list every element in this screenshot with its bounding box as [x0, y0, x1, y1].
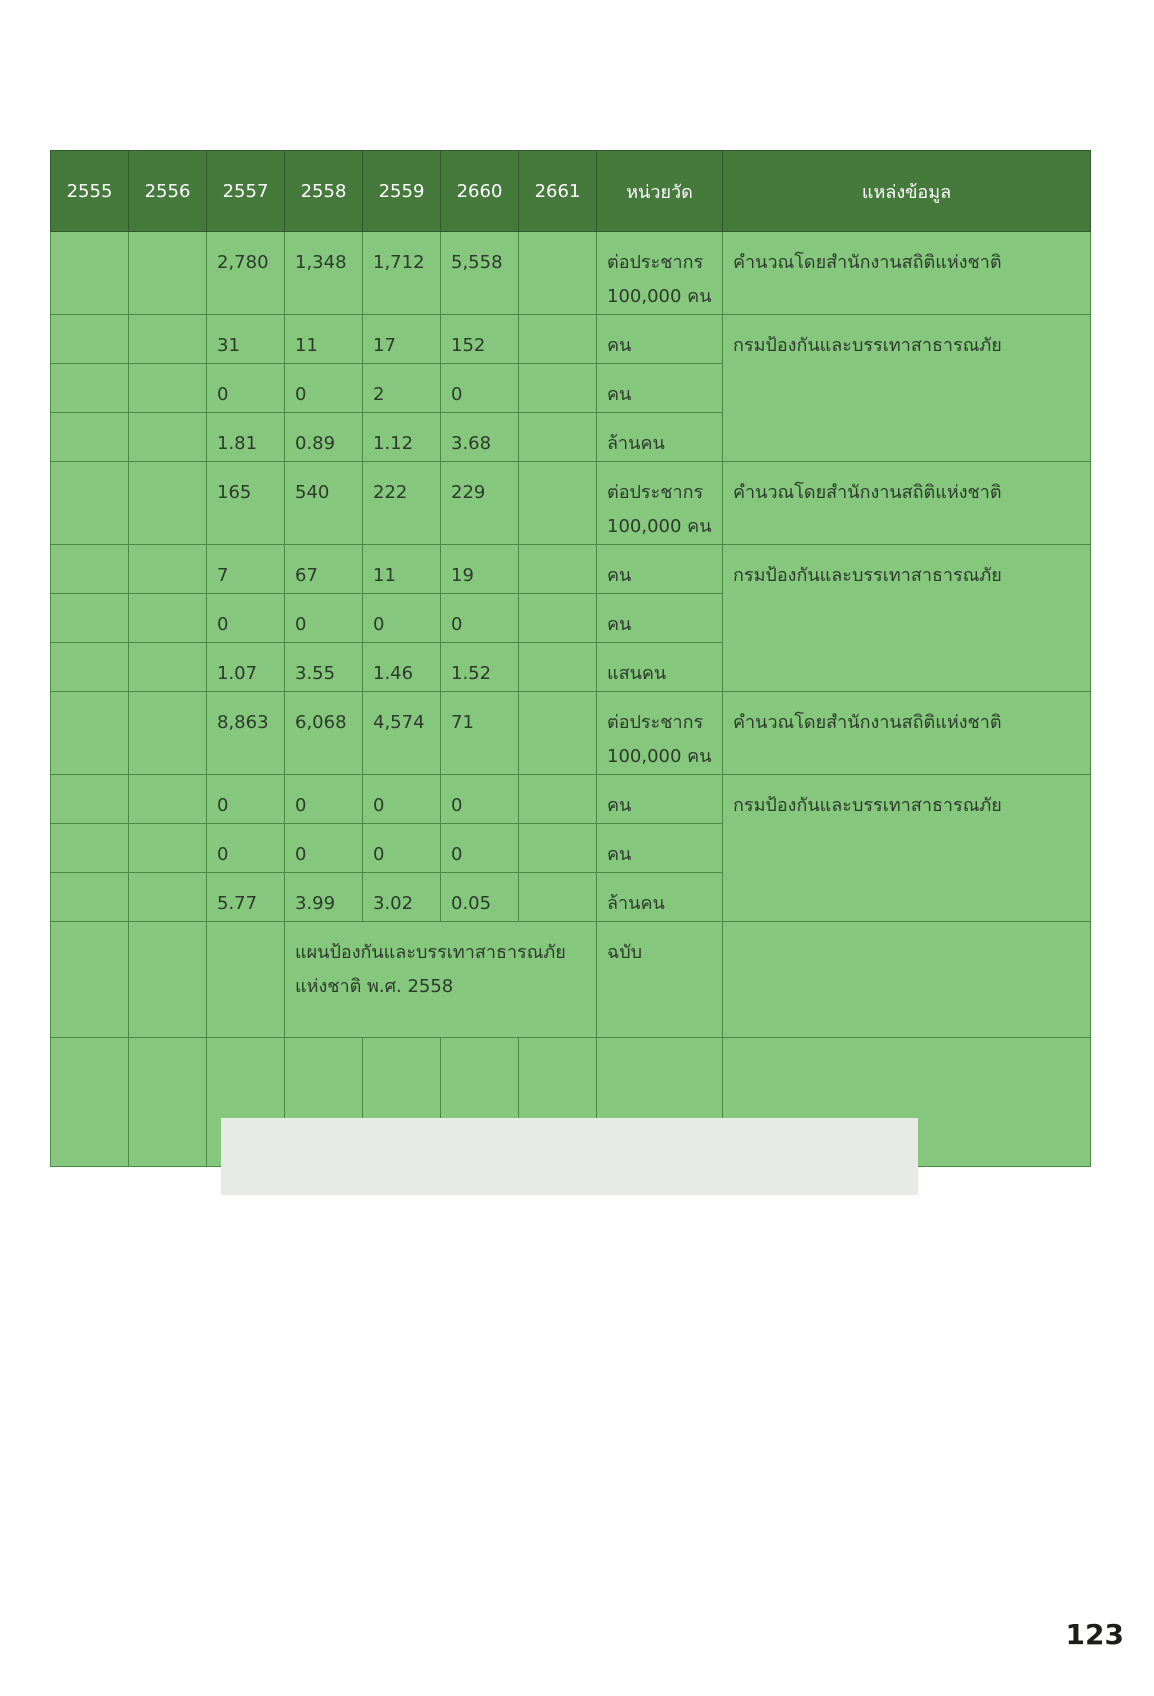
unit-cell: คน: [597, 545, 723, 594]
table-cell: 3.99: [285, 873, 363, 922]
unit-cell: คน: [597, 824, 723, 873]
table-cell: [129, 922, 207, 1038]
table-cell: 1.46: [363, 643, 441, 692]
table-cell: 0: [441, 775, 519, 824]
table-cell: [51, 922, 129, 1038]
table-cell: 67: [285, 545, 363, 594]
table-cell: [51, 873, 129, 922]
table-cell: 229: [441, 462, 519, 545]
unit-cell: คน: [597, 775, 723, 824]
table-cell: [129, 692, 207, 775]
table-cell: [519, 364, 597, 413]
table-cell: 1,348: [285, 232, 363, 315]
table-cell: 3.68: [441, 413, 519, 462]
table-cell: [519, 462, 597, 545]
table-cell: 0: [363, 594, 441, 643]
source-cell: กรมป้องกันและบรรเทาสาธารณภัย: [723, 315, 1091, 462]
table-cell: 1.52: [441, 643, 519, 692]
table-cell: [519, 232, 597, 315]
table-cell: 0: [207, 594, 285, 643]
table-cell: 71: [441, 692, 519, 775]
table-cell: [519, 643, 597, 692]
table-cell: [519, 873, 597, 922]
unit-cell: ฉบับ: [597, 922, 723, 1038]
table-cell: 152: [441, 315, 519, 364]
table-cell: 0: [207, 824, 285, 873]
table-cell: 17: [363, 315, 441, 364]
table-cell: 1.12: [363, 413, 441, 462]
table-cell: 31: [207, 315, 285, 364]
unit-cell: ล้านคน: [597, 413, 723, 462]
page-number: 123: [1065, 1618, 1124, 1651]
header-year: 2661: [519, 151, 597, 232]
table-cell: [129, 462, 207, 545]
table-cell: 0: [285, 775, 363, 824]
table-cell: 1.07: [207, 643, 285, 692]
table-cell: [207, 922, 285, 1038]
source-cell: คำนวณโดยสำนักงานสถิติแห่งชาติ: [723, 692, 1091, 775]
table-cell: 165: [207, 462, 285, 545]
source-cell: คำนวณโดยสำนักงานสถิติแห่งชาติ: [723, 462, 1091, 545]
header-year: 2660: [441, 151, 519, 232]
table-cell: [129, 824, 207, 873]
source-cell: กรมป้องกันและบรรเทาสาธารณภัย: [723, 775, 1091, 922]
table-cell: [129, 594, 207, 643]
table-cell: [519, 315, 597, 364]
unit-cell: ต่อประชากร 100,000 คน: [597, 692, 723, 775]
table-row: [51, 462, 1091, 545]
source-cell: กรมป้องกันและบรรเทาสาธารณภัย: [723, 545, 1091, 692]
table-cell: [519, 413, 597, 462]
table-cell: 5,558: [441, 232, 519, 315]
table-row: [51, 692, 1091, 775]
unit-cell: คน: [597, 315, 723, 364]
header-year: 2555: [51, 151, 129, 232]
table-cell: 0: [285, 824, 363, 873]
header-unit: หน่วยวัด: [597, 151, 723, 232]
table-cell: 5.77: [207, 873, 285, 922]
table-cell: [51, 364, 129, 413]
table-cell: 0: [441, 824, 519, 873]
table-cell: [129, 775, 207, 824]
table-cell: [51, 643, 129, 692]
table-row: [51, 922, 1091, 1038]
footer-note-box: [221, 1118, 918, 1195]
table-cell: [519, 594, 597, 643]
plan-cell: แผนป้องกันและบรรเทาสาธารณภัยแห่งชาติ พ.ศ. 2558: [285, 922, 597, 1038]
table-cell: [51, 824, 129, 873]
unit-cell: ต่อประชากร 100,000 คน: [597, 462, 723, 545]
table-cell: [519, 692, 597, 775]
header-source: แหล่งข้อมูล: [723, 151, 1091, 232]
header-year: 2556: [129, 151, 207, 232]
table-cell: 11: [285, 315, 363, 364]
table-row: [51, 545, 1091, 594]
table-cell: [51, 1038, 129, 1167]
table-cell: 222: [363, 462, 441, 545]
table-cell: 0: [285, 594, 363, 643]
header-year: 2559: [363, 151, 441, 232]
table-cell: [129, 315, 207, 364]
table-cell: 0: [207, 775, 285, 824]
header-year: 2557: [207, 151, 285, 232]
table-cell: [129, 413, 207, 462]
table-cell: [129, 1038, 207, 1167]
unit-cell: คน: [597, 364, 723, 413]
table-cell: [519, 545, 597, 594]
statistics-table: [50, 150, 1091, 1167]
table-cell: 3.02: [363, 873, 441, 922]
table-cell: 0: [285, 364, 363, 413]
table-cell: [51, 462, 129, 545]
table-cell: 3.55: [285, 643, 363, 692]
table-cell: [51, 545, 129, 594]
source-cell: [723, 922, 1091, 1038]
table-cell: 0: [207, 364, 285, 413]
table-cell: [51, 775, 129, 824]
table-cell: 0.89: [285, 413, 363, 462]
table-cell: 2,780: [207, 232, 285, 315]
unit-cell: ล้านคน: [597, 873, 723, 922]
table-cell: [519, 824, 597, 873]
table-cell: 11: [363, 545, 441, 594]
table-cell: 0.05: [441, 873, 519, 922]
table-cell: 2: [363, 364, 441, 413]
table-cell: 540: [285, 462, 363, 545]
source-cell: คำนวณโดยสำนักงานสถิติแห่งชาติ: [723, 232, 1091, 315]
unit-cell: ต่อประชากร 100,000 คน: [597, 232, 723, 315]
table-cell: 8,863: [207, 692, 285, 775]
table-cell: 0: [363, 824, 441, 873]
table-cell: 0: [363, 775, 441, 824]
table-cell: 0: [441, 594, 519, 643]
table-cell: [51, 315, 129, 364]
table-cell: 7: [207, 545, 285, 594]
table-cell: [129, 643, 207, 692]
unit-cell: คน: [597, 594, 723, 643]
table-cell: [129, 545, 207, 594]
table-cell: [519, 775, 597, 824]
table-cell: [129, 873, 207, 922]
table-cell: 1,712: [363, 232, 441, 315]
table-row: [51, 315, 1091, 364]
table-cell: 0: [441, 364, 519, 413]
table-cell: 4,574: [363, 692, 441, 775]
table-cell: [51, 232, 129, 315]
table-row: [51, 775, 1091, 824]
table-cell: [51, 594, 129, 643]
table-cell: [51, 692, 129, 775]
table-cell: [129, 364, 207, 413]
table-cell: 6,068: [285, 692, 363, 775]
table-row: [51, 232, 1091, 315]
unit-cell: แสนคน: [597, 643, 723, 692]
table-cell: 19: [441, 545, 519, 594]
header-row: [51, 151, 1091, 232]
table-cell: 1.81: [207, 413, 285, 462]
table-cell: [51, 413, 129, 462]
header-year: 2558: [285, 151, 363, 232]
table-cell: [129, 232, 207, 315]
